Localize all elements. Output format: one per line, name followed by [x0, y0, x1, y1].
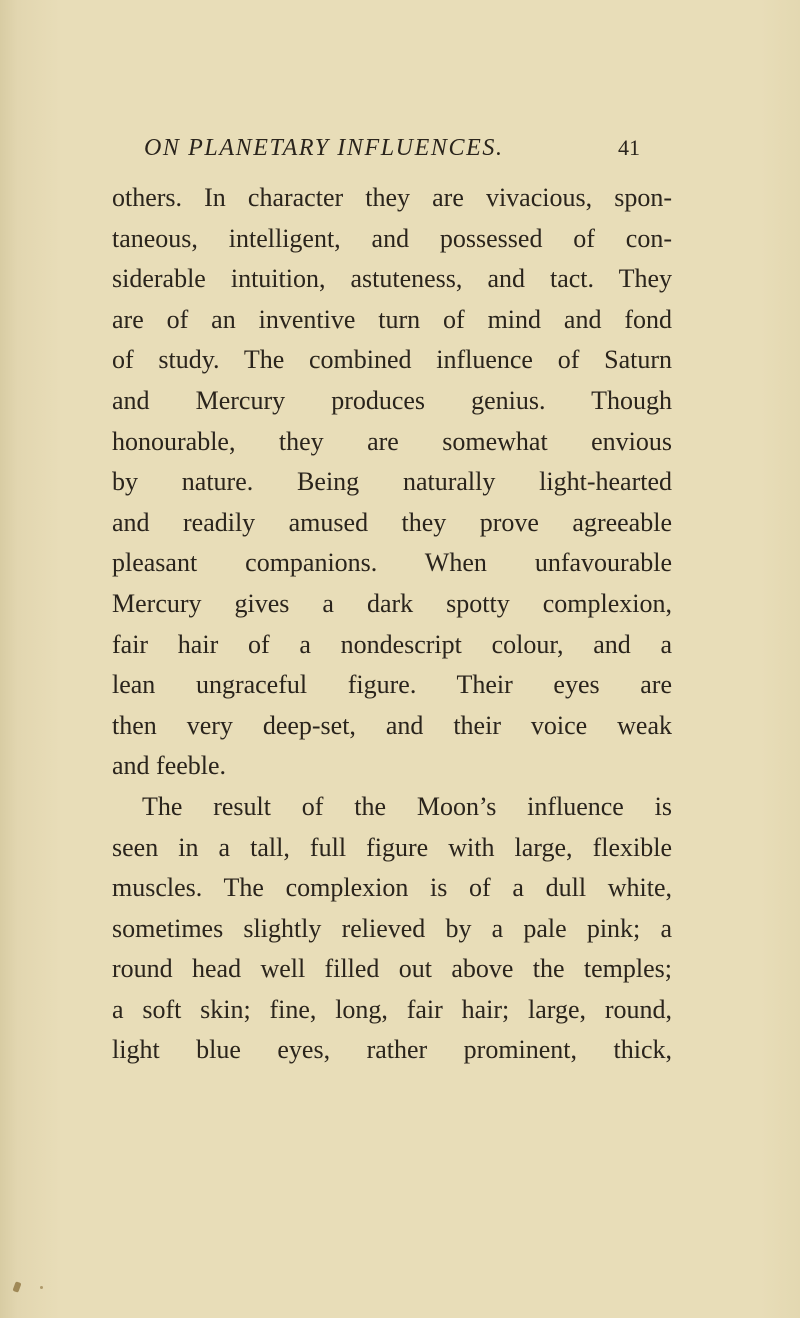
text-line: light blue eyes, rather prominent, thick, — [112, 1035, 672, 1065]
paper-blemish — [12, 1281, 21, 1292]
text-line: a soft skin; fine, long, fair hair; large, round, — [112, 994, 672, 1024]
text-line: round head well filled out above the temples; — [112, 954, 672, 984]
text-line: by nature. Being naturally light-hearted — [112, 467, 672, 497]
page-number: 41 — [618, 135, 640, 160]
text-line: fair hair of a nondescript colour, and a — [112, 629, 672, 659]
text-line: siderable intuition, astuteness, and tact. They — [112, 264, 672, 294]
running-header — [144, 128, 664, 168]
text-line: honourable, they are somewhat envious — [112, 426, 672, 456]
text-line: sometimes slightly relieved by a pale pink; a — [112, 913, 672, 943]
text-line: pleasant companions. When unfavourable — [112, 548, 672, 578]
text-line: and Mercury produces genius. Though — [112, 385, 672, 415]
paper-blemish — [40, 1286, 43, 1289]
paragraph — [112, 787, 672, 1071]
text-line: Mercury gives a dark spotty complexion, — [112, 588, 672, 618]
running-title: ON PLANETARY INFLUENCES. — [144, 135, 504, 161]
text-line: of study. The combined influence of Saturn — [112, 345, 672, 375]
text-line: taneous, intelligent, and possessed of con- — [112, 223, 672, 253]
text-line: then very deep-set, and their voice weak — [112, 710, 672, 740]
text-line: are of an inventive turn of mind and fond — [112, 304, 672, 334]
paragraph — [112, 178, 672, 787]
text-line: seen in a tall, full figure with large, flexible — [112, 832, 672, 862]
text-line: and readily amused they prove agreeable — [112, 507, 672, 537]
text-line: lean ungraceful figure. Their eyes are — [112, 670, 672, 700]
text-line: and feeble. — [112, 751, 227, 781]
body-text — [112, 178, 672, 1071]
text-line: others. In character they are vivacious, spon- — [112, 183, 672, 212]
text-line: muscles. The complexion is of a dull white, — [112, 873, 672, 903]
text-line: The result of the Moon’s influence is — [142, 791, 672, 821]
